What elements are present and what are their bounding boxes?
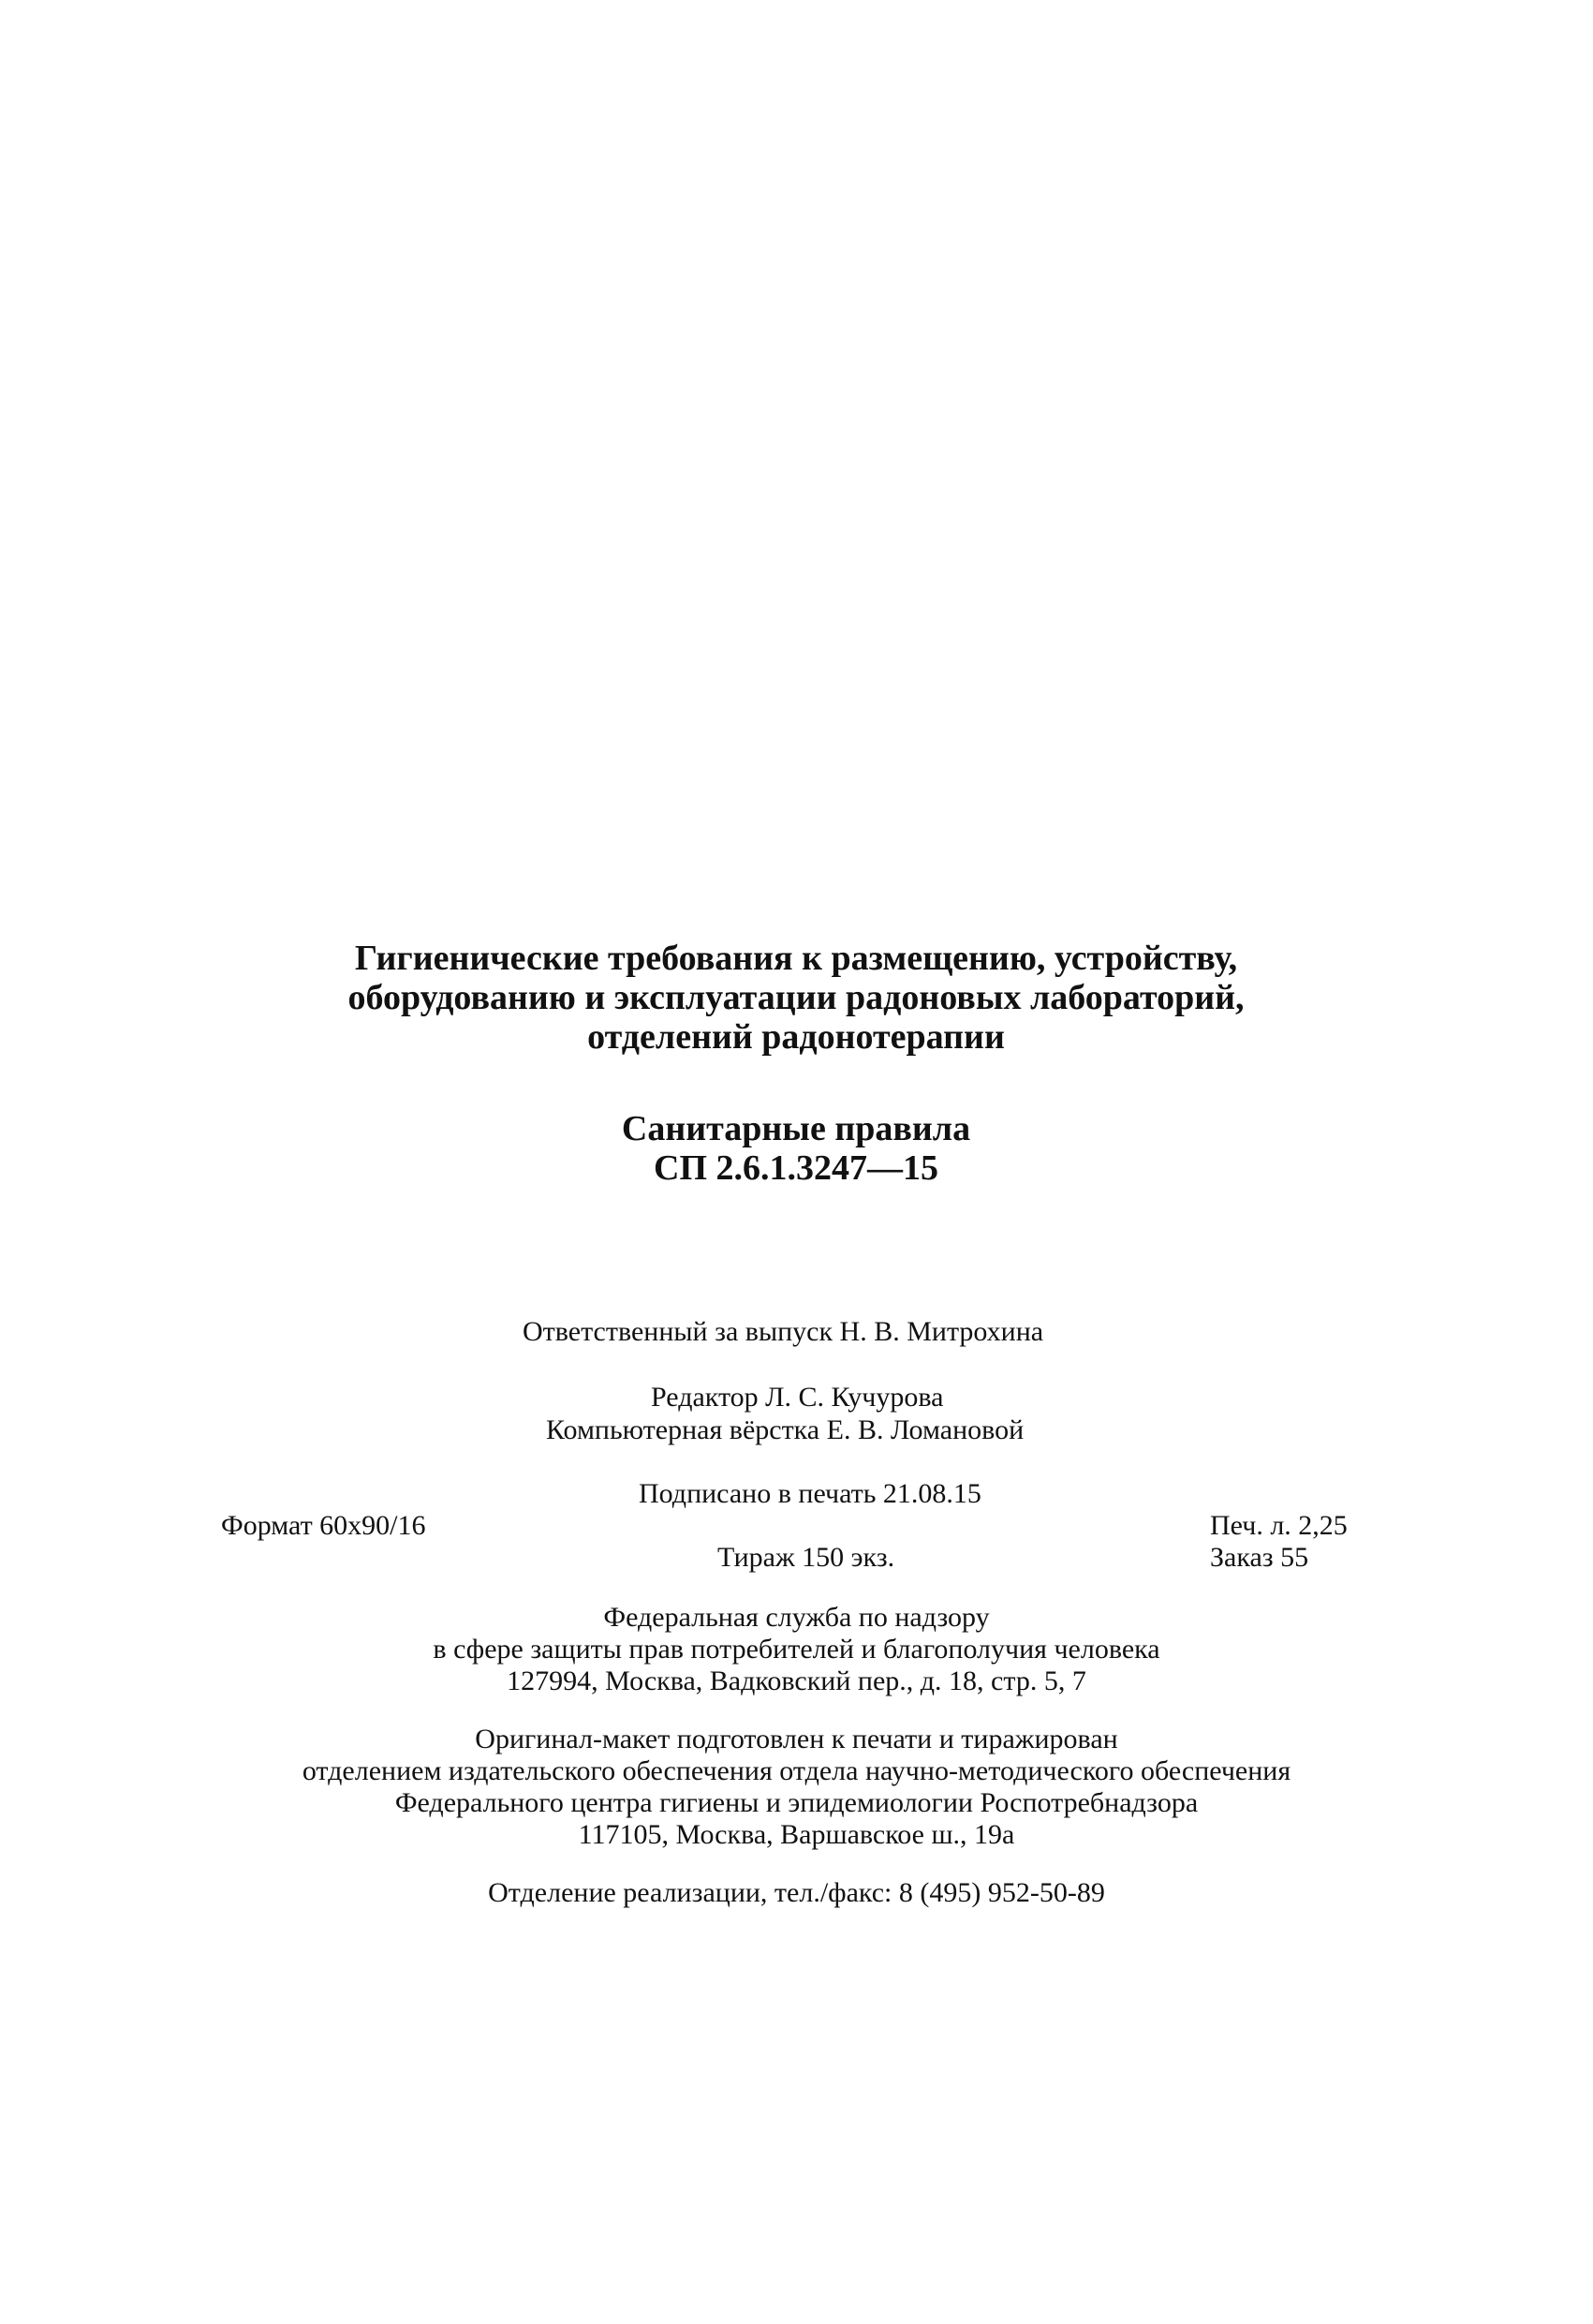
printed-sheets: Печ. л. 2,25 [1210,1510,1348,1541]
publisher-line-1: Федеральная служба по надзору [603,1602,990,1633]
print-run: Тираж 150 экз. [717,1542,895,1573]
title-line-2: оборудованию и эксплуатации радоновых лабораторий, [347,978,1245,1017]
signed-to-print: Подписано в печать 21.08.15 [639,1478,981,1509]
sales-contact: Отделение реализации, тел./факс: 8 (495) 952-50-89 [488,1877,1105,1908]
publisher-address: 127994, Москва, Вадковский пер., д. 18, стр. 5, 7 [507,1665,1086,1696]
rules-kind: Санитарные правила [621,1109,971,1148]
publisher-line-2: в сфере защиты прав потребителей и благополучия человека [433,1634,1160,1665]
title-line-3: отделений радонотерапии [587,1017,1005,1057]
title-line-1: Гигиенические требования к размещению, устройству, [354,939,1238,978]
layout-credit: Компьютерная вёрстка Е. В. Ломановой [546,1414,1025,1445]
document-title [234,939,1358,1057]
responsible-person: Ответственный за выпуск Н. В. Митрохина [523,1316,1044,1347]
printer-line-2: отделением издательского обеспечения отдела научно-методического обеспечения [302,1755,1291,1786]
editor: Редактор Л. С. Кучурова [651,1382,944,1413]
rules-heading [234,1109,1358,1188]
printer-line-3: Федерального центра гигиены и эпидемиологии Роспотребнадзора [394,1787,1199,1818]
printer-line-1: Оригинал-макет подготовлен к печати и тиражирован [475,1724,1118,1754]
paper-format: Формат 60х90/16 [221,1510,426,1541]
rules-code: СП 2.6.1.3247—15 [654,1148,938,1188]
order-number: Заказ 55 [1210,1542,1309,1573]
printer-address: 117105, Москва, Варшавское ш., 19а [578,1819,1015,1850]
